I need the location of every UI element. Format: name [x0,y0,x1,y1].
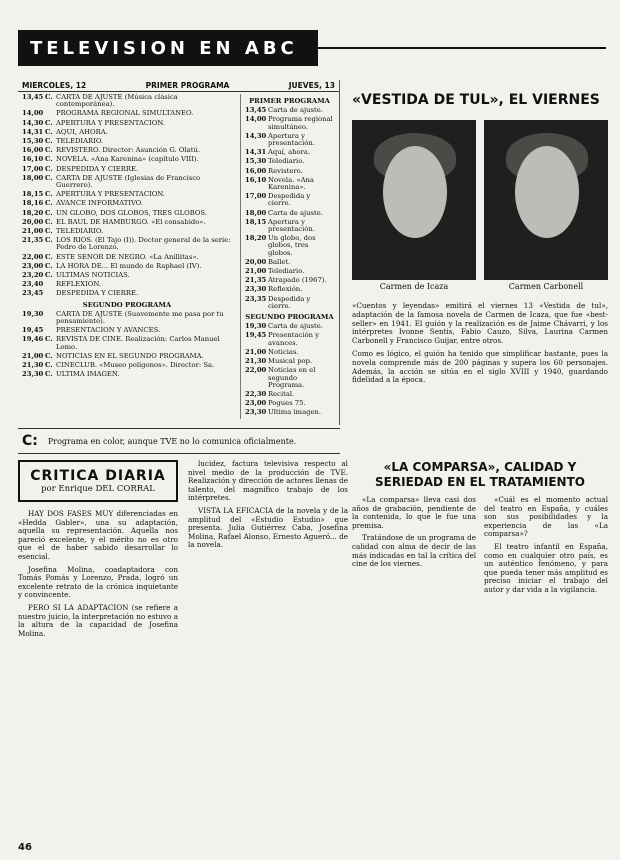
schedule-row [22,110,232,117]
schedule-time: 21,35 [245,276,267,285]
schedule-program: Despedida y cierre. [268,294,311,310]
schedule-time: 21,00 [22,351,44,360]
color-marker: C. [45,227,53,236]
schedule-time: 16,10 [22,155,44,164]
schedule-row [22,237,232,251]
schedule-row [245,116,334,130]
schedule-time: 18,00 [22,173,44,182]
schedule-time: 16,00 [245,166,267,175]
mid-paragraph-1: lucidez, factura televisiva respecto al nivel medio de la producción de TVE. Realización y dirección de actores llenas de talento, del magnífico trabajo de los intérpretes. [188,459,348,503]
critica-diaria [18,460,178,860]
schedule-program: Telediario. [268,267,305,276]
critica-header-box [18,460,178,502]
schedule-program: PROGRAMA REGIONAL SIMULTANEO. [56,109,194,118]
schedule-row [22,311,232,325]
caption-carbonell: Carmen Carbonell [508,282,584,291]
schedule-row [245,296,334,310]
tv-schedule [18,80,340,425]
vestida-paragraph-2: Como es lógico, el guión ha tenido que simplificar bastante, pues la novela comprende más de 200 páginas y supera los 60 personajes. Además, la acción se sitúa en el siglo XVIII y 1940, guardando fidelidad a la época. [352,348,608,385]
portrait-carmen-carbonell [484,120,608,280]
schedule-program: NOTICIAS EN EL SEGUNDO PROGRAMA. [56,351,204,360]
schedule-time: 21,00 [22,227,44,236]
schedule-program: Carta de ajuste. [268,106,323,115]
color-marker: C. [45,252,53,261]
schedule-row [245,168,334,175]
schedule-row [22,228,232,235]
comparsa-paragraph-2: Tratándose de un programa de calidad con alma de decir de las más indicadas en tal la crítica del cine de los viernes. [352,533,476,569]
color-marker: C. [45,127,53,136]
color-marker [45,110,53,117]
schedule-row [22,175,232,189]
schedule-row [245,210,334,217]
schedule-row [22,166,232,173]
comparsa-paragraph-1: «La comparsa» lleva casi dos años de grabación, pendiente de la contenida, lo que le fue una premisa. [352,495,476,530]
color-marker: C. [45,173,53,182]
schedule-time: 19,46 [22,335,44,344]
portrait-photos [352,120,608,280]
schedule-row [22,129,232,136]
schedule-row [245,400,334,407]
comparsa-paragraph-3: «Cuál es el momento actual del teatro en España, y cuáles son sus posibilidades y la experiencia de las «La comparsa»? [484,495,608,539]
schedule-program: UN GLOBO, DOS GLOBOS, TRES GLOBOS. [56,208,207,217]
schedule-row [245,391,334,398]
schedule-row [245,149,334,156]
color-marker: C. [45,217,53,226]
schedule-row [245,235,334,257]
prog1-label: PRIMER PROGRAMA [145,81,230,90]
schedule-row [22,156,232,163]
color-marker [45,311,53,325]
schedule-program: ULTIMA IMAGEN. [56,370,120,379]
schedule-row [22,263,232,270]
schedule-row [245,323,334,330]
comparsa-columns [352,496,608,599]
footnote-text: Programa en color, aunque TVE no lo comunica oficialmente. [47,436,297,446]
schedule-time: 19,45 [245,331,267,340]
schedule-program: NOVELA. «Ana Karenina» (capítulo VIII). [56,155,199,164]
schedule-program: DESPEDIDA Y CIERRE. [56,164,139,173]
day2-label: JUEVES, 13 [288,81,335,90]
schedule-program: Carta de ajuste. [268,322,323,331]
schedule-program: Atrapado (1967). [268,276,327,285]
comparsa-paragraph-4: El teatro infantil en España, como en cualquier otro país, es un auténtico fenómeno, y para que pueda tener más amplitud es preciso iniciar el trabajo del autor y dar vida a la vigilancia. [484,541,608,594]
schedule-row [22,353,232,360]
schedule-program: Pogues 75. [268,399,306,408]
schedule-row [22,219,232,226]
schedule-time: 23,30 [245,408,267,417]
schedule-program: REFLEXION. [56,280,102,289]
schedule-program: Noticias en el segundo Programa. [268,366,316,389]
schedule-program: Ballet. [268,257,291,266]
schedule-time: 21,30 [22,361,44,370]
schedule-time: 18,20 [245,234,267,243]
schedule-program: AQUI, AHORA. [56,127,108,136]
comparsa-col-2 [484,496,608,599]
schedule-row [22,191,232,198]
schedule-program: Ultima imagen. [268,408,322,417]
comparsa-article [352,460,608,860]
critica-paragraph-3: PERO SI LA ADAPTACION (se refiere a nuestro juicio, la interpretación no estuvo a la altura de la capacidad de Josefina Molina. [18,602,178,638]
schedule-time: 15,30 [22,137,44,146]
color-marker: C. [45,370,53,379]
schedule-time: 21,30 [245,357,267,366]
schedule-row [245,367,334,389]
wed-second-program-label: SEGUNDO PROGRAMA [82,300,172,309]
color-marker: C. [45,93,53,101]
schedule-time: 23,35 [245,294,267,303]
comparsa-headline: «LA COMPARSA», CALIDAD Y SERIEDAD EN EL TRATAMIENTO [375,460,585,489]
schedule-program: CARTA DE AJUSTE (Iglesias de Francisco Guerrero). [56,173,201,190]
thursday-column [240,94,338,419]
schedule-program: DESPEDIDA Y CIERRE. [56,289,139,298]
schedule-row [22,200,232,207]
color-marker [45,290,53,297]
schedule-row [245,358,334,365]
schedule-program: Telediario. [268,157,305,166]
banner-rule [318,47,606,49]
schedule-program: CARTA DE AJUSTE (Música clásica contemporánea). [56,93,178,109]
schedule-program: Programa regional simultáneo. [268,115,333,131]
schedule-row [245,409,334,416]
schedule-program: TELEDIARIO. [56,227,104,236]
schedule-program: Recital. [268,389,295,398]
critica-paragraph-2: Josefina Molina, coadaptadora con Tomás Pomás y Lorenzo, Prada, logró un excelente retrato de la crónica inquietante y convincente. [18,564,178,600]
schedule-row [245,158,334,165]
schedule-time: 21,00 [245,267,267,276]
thu-first-program-label: PRIMER PROGRAMA [249,97,330,105]
schedule-program: Aquí, ahora. [268,148,311,157]
photo-captions [352,282,608,291]
schedule-row [22,281,232,288]
caption-icaza: Carmen de Icaza [379,282,449,291]
schedule-row [245,268,334,275]
schedule-time: 13,45 [245,106,267,115]
schedule-program: ESTE SENOR DE NEGRO. «La Anillitas». [56,252,199,261]
schedule-program: Reflexión. [268,285,303,294]
schedule-time: 16,10 [245,175,267,184]
schedule-time: 18,15 [22,190,44,199]
schedule-row [22,371,232,378]
color-marker: C. [45,190,53,199]
schedule-row [22,362,232,369]
vestida-paragraph-1: «Cuentos y leyendas» emitirá el viernes 13 «Vestida de tul», adaptación de la famosa novela de Carmen de Icaza, que fue «best-seller» en 1941. El guión y la realización es de Jaime Chávarri, y los intérpretes Ivonne Sentis, Fabio Cauzo, Silva, Laurina Carmen Carbonell y Francisco Guijar, entre otros. [352,301,608,346]
schedule-program: AVANCE INFORMATIVO. [56,199,144,208]
schedule-program: Carta de ajuste. [268,208,323,217]
schedule-time: 14,00 [245,115,267,124]
schedule-time: 18,15 [245,217,267,226]
schedule-row [245,332,334,346]
schedule-row [22,327,232,334]
schedule-time: 23,40 [22,280,44,289]
schedule-row [22,272,232,279]
mid-paragraph-2: VISTA LA EFICACIA de la novela y de la amplitud del «Estudio Estudio» que presenta. Julia Gutiérrez Caba, Josefina Molina, Rafael Alonso, Ernesto Agueró... de la novela. [188,505,348,550]
schedule-time: 22,00 [245,366,267,375]
thu-second-program-label: SEGUNDO PROGRAMA [245,313,334,322]
schedule-row [22,94,232,108]
schedule-time: 15,30 [245,157,267,166]
schedule-time: 19,30 [245,322,267,331]
color-marker [45,281,53,288]
color-marker: C. [45,361,53,370]
vestida-headline: «VESTIDA DE TUL», EL VIERNES [352,92,600,108]
schedule-time: 19,45 [22,326,44,335]
schedule-time: 23,45 [22,289,44,298]
schedule-row [245,107,334,114]
wednesday-column [18,94,236,381]
schedule-time: 23,30 [245,285,267,294]
color-marker: C. [45,155,53,164]
schedule-time: 23,00 [245,399,267,408]
color-marker: C. [45,208,53,217]
schedule-time: 14,30 [245,131,267,140]
schedule-program: Revistero. [268,166,303,175]
schedule-row [22,147,232,154]
schedule-program: TELEDIARIO. [56,137,104,146]
schedule-time: 22,30 [245,389,267,398]
page-number: 46 [18,842,32,853]
color-marker: C. [45,236,53,245]
color-marker: C. [45,118,53,127]
schedule-program: Apertura y presentación. [268,217,315,234]
schedule-time: 17,00 [245,192,267,201]
schedule-row [245,193,334,207]
schedule-row [245,219,334,233]
schedule-program: Musical pop. [268,357,313,366]
critica-title: CRITICA DIARIA [30,468,166,484]
color-marker: C. [45,146,53,155]
schedule-time: 19,30 [22,309,44,318]
schedule-time: 16,00 [22,146,44,155]
portrait-carmen-icaza [352,120,476,280]
color-marker: C. [45,137,53,146]
critica-continuation [188,460,348,860]
schedule-time: 18,00 [245,208,267,217]
schedule-row [245,177,334,191]
schedule-row [22,210,232,217]
vestida-article [352,302,608,385]
schedule-time: 23,20 [22,271,44,280]
color-marker [45,327,53,334]
schedule-time: 20,00 [245,257,267,266]
schedule-time: 14,31 [22,127,44,136]
schedule-row [22,336,232,350]
section-banner [18,30,318,66]
color-marker: C. [45,261,53,270]
schedule-time: 14,00 [22,109,44,118]
schedule-time: 18,20 [22,208,44,217]
day1-label: MIERCOLES, 12 [22,81,87,90]
schedule-program: EL BAUL DE HAMBURGO. «El consabido». [56,217,206,226]
schedule-time: 14,31 [245,148,267,157]
newspaper-page [18,30,608,853]
schedule-program: REVISTERO. Director: Asunción G. Olatú. [56,146,200,155]
critica-byline: por Enrique DEL CORRAL [41,484,155,494]
critica-body [18,510,178,638]
schedule-program: CINECLUB. «Museo polígonos». Director: Sa. [56,361,215,370]
schedule-program: CARTA DE AJUSTE (Suavemente me pasa por tu pensamiento). [56,309,224,326]
schedule-program: PRESENTACION Y AVANCES. [56,326,161,335]
schedule-time: 22,00 [22,252,44,261]
schedule-program: LOS RIOS. (El Tajo (I)). Doctor general de la serie: Pedro de Lorenzo. [56,236,231,252]
schedule-row [245,286,334,293]
schedule-program: Apertura y presentación. [268,131,315,148]
schedule-row [245,277,334,284]
comparsa-col-1 [352,496,476,599]
schedule-time: 17,00 [22,164,44,173]
color-marker: C. [45,351,53,360]
schedule-program: ULTIMAS NOTICIAS. [56,271,130,280]
color-marker: C. [45,271,53,280]
schedule-time: 13,45 [22,93,44,101]
schedule-time: 21,35 [22,236,44,245]
color-footnote [18,428,340,454]
schedule-program: REVISTA DE CINE. Realización: Carlos Manuel Lomo. [56,335,220,351]
schedule-time: 23,30 [22,370,44,379]
schedule-row [245,259,334,266]
schedule-program: APERTURA Y PRESENTACION. [56,190,165,199]
schedule-program: Noticias. [268,347,299,356]
banner-title: TELEVISION EN ABC [30,37,298,59]
color-marker: C. [45,164,53,173]
schedule-row [22,138,232,145]
schedule-time: 18,16 [22,199,44,208]
schedule-program: Novela. «Ana Karenina». [268,175,314,192]
schedule-row [22,120,232,127]
schedule-time: 23,00 [22,261,44,270]
color-marker: C. [45,199,53,208]
schedule-row [245,349,334,356]
schedule-time: 14,30 [22,118,44,127]
schedule-header [18,80,339,92]
schedule-time: 20,00 [22,217,44,226]
critica-paragraph-1: HAY DOS FASES MUY diferenciadas en «Hedda Gabler», una su adaptación, aquella su representación. Aquella nos pareció excelente, y el mérito no es otro que el de haber sabido desarrollar lo esencial. [18,509,178,561]
schedule-program: Un globo, dos globos, tres globos. [268,234,316,257]
schedule-program: Presentación y avances. [268,331,319,347]
schedule-row [22,254,232,261]
color-mark: C: [22,433,38,449]
schedule-row [22,290,232,297]
schedule-program: Despedida y cierre. [268,192,311,208]
schedule-row [245,133,334,147]
schedule-time: 21,00 [245,347,267,356]
schedule-program: APERTURA Y PRESENTACION. [56,118,165,127]
color-marker: C. [45,335,53,344]
schedule-program: LA HORA DE... El mundo de Raphael (IV). [56,261,202,270]
